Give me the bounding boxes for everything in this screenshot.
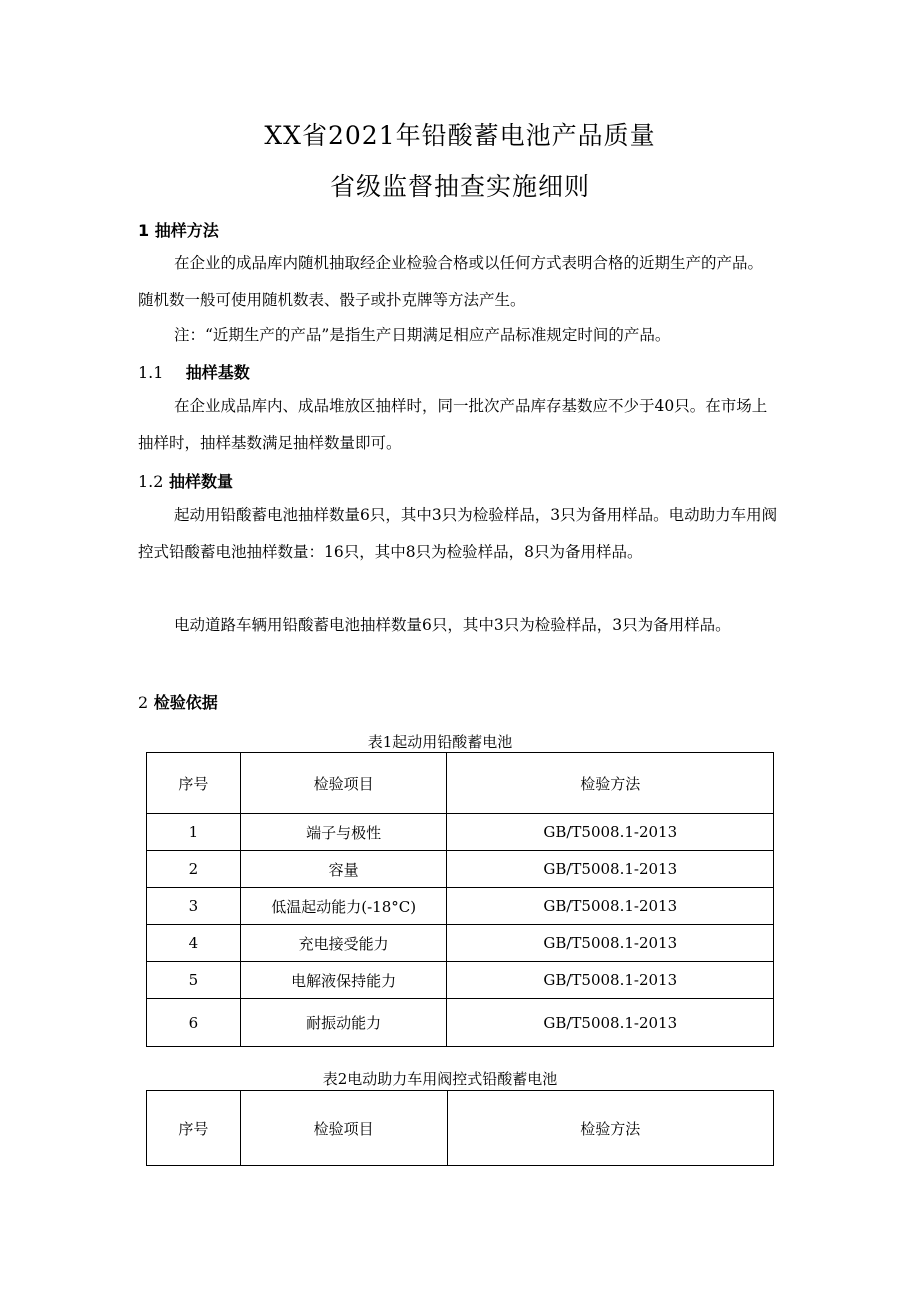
section-1-note: 注：“近期生产的产品”是指生产日期满足相应产品标准规定时间的产品。 [174, 326, 671, 344]
section-1-2-number: 1.2 [138, 472, 164, 491]
table-cell: 4 [147, 925, 241, 962]
table-cell: GB/T5008.1-2013 [447, 999, 774, 1047]
table-cell: 3 [147, 888, 241, 925]
table-row [147, 962, 774, 999]
table-row [147, 888, 774, 925]
table1 [146, 752, 774, 1047]
table1-header-row [147, 753, 774, 814]
section-1-1-paragraph: 在企业成品库内、成品堆放区抽样时，同一批次产品库存基数应不少于40只。在市场上抽样时，抽样基数满足抽样数量即可。 [138, 397, 768, 452]
section-1-1-title: 抽样基数 [185, 363, 250, 382]
table2-header-cell: 序号 [147, 1091, 241, 1166]
table2-caption: 表2电动助力车用阀控式铅酸蓄电池 [322, 1070, 558, 1088]
section-1-paragraph: 在企业的成品库内随机抽取经企业检验合格或以任何方式表明合格的近期生产的产品。随机数一般可使用随机数表、骰子或扑克牌等方法产生。 [138, 254, 764, 309]
document-title-line2: 省级监督抽查实施细则 [329, 172, 590, 201]
table2 [146, 1090, 774, 1166]
table1-header-cell: 序号 [147, 753, 241, 814]
table1-header-cell: 检验项目 [240, 753, 447, 814]
section-1-2-heading [138, 469, 233, 492]
table1-caption: 表1起动用铅酸蓄电池 [367, 733, 513, 751]
table-cell: 1 [147, 814, 241, 851]
table-cell: 耐振动能力 [240, 999, 447, 1047]
table-cell: GB/T5008.1-2013 [447, 814, 774, 851]
table-cell: 充电接受能力 [240, 925, 447, 962]
table2-header-row [147, 1091, 774, 1166]
table-cell: 2 [147, 851, 241, 888]
section-1-2-paragraph-2: 电动道路车辆用铅酸蓄电池抽样数量6只，其中3只为检验样品，3只为备用样品。 [174, 616, 731, 634]
section-1-2-paragraph-1: 起动用铅酸蓄电池抽样数量6只，其中3只为检验样品，3只为备用样品。电动助力车用阀控式铅酸蓄电池抽样数量：16只，其中8只为检验样品，8只为备用样品。 [138, 506, 778, 561]
section-1-heading: 1 抽样方法 [138, 221, 219, 240]
table-cell: 容量 [240, 851, 447, 888]
section-2-number: 2 [138, 693, 149, 712]
section-2-title: 检验依据 [153, 693, 218, 712]
table-cell: GB/T5008.1-2013 [447, 925, 774, 962]
table-cell: 6 [147, 999, 241, 1047]
section-1-1-heading [138, 360, 250, 383]
document-title-line1: XX省2021年铅酸蓄电池产品质量 [264, 121, 656, 150]
table1-header-cell: 检验方法 [447, 753, 774, 814]
table-cell: 端子与极性 [240, 814, 447, 851]
table-cell: 低温起动能力(-18°C) [240, 888, 447, 925]
table-cell: GB/T5008.1-2013 [447, 962, 774, 999]
table-row [147, 851, 774, 888]
table-cell: 电解液保持能力 [240, 962, 447, 999]
section-2-heading [138, 690, 218, 713]
table-cell: GB/T5008.1-2013 [447, 851, 774, 888]
table-row [147, 925, 774, 962]
table2-header-cell: 检验方法 [447, 1091, 773, 1166]
section-1-1-number: 1.1 [138, 363, 164, 382]
table2-header-cell: 检验项目 [240, 1091, 447, 1166]
table-row [147, 814, 774, 851]
table-cell: 5 [147, 962, 241, 999]
table-row [147, 999, 774, 1047]
section-1-2-title: 抽样数量 [169, 472, 234, 491]
table-cell: GB/T5008.1-2013 [447, 888, 774, 925]
